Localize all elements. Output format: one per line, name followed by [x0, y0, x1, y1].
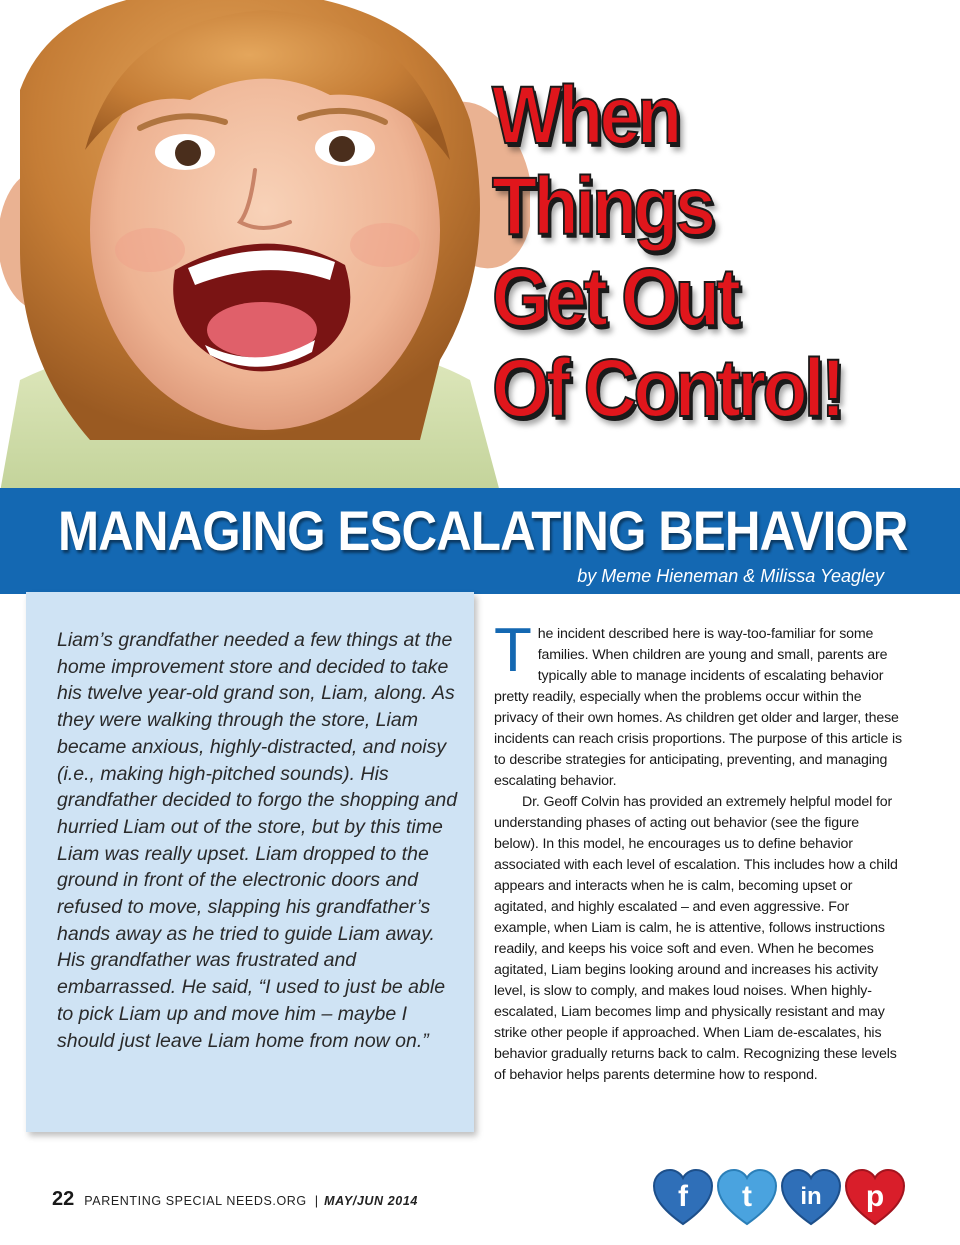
footer-separator: | [314, 1193, 319, 1208]
drop-cap: T [494, 616, 532, 685]
headline-line-1: When [492, 70, 679, 161]
publication-name: PARENTING SPECIAL NEEDS.ORG [84, 1194, 307, 1208]
paragraph-2: Dr. Geoff Colvin has provided an extremely helpful model for understanding phases of acting out behavior (see the figure below). In this model, he encourages us to define behavior associated with each level of escalation. This includes how a child appears and interacts when he is calm, becoming upset or agitated, and highly escalated – and even aggressive. For example, when Liam is calm, he is attentive, follows instructions readily, and keeps his voice soft and even. When he becomes agitated, Liam begins looking around and increases his activity level, is slow to comply, and makes loud noises. When highly-escalated, Liam becomes limp and physically resistant and may strike other people if approached. When Liam de-escalates, his behavior gradually returns back to calm. Recognizing these levels of behavior helps parents determine how to respond. [494, 794, 898, 1083]
twitter-icon[interactable] [716, 1168, 778, 1226]
issue-date: MAY/JUN 2014 [324, 1194, 418, 1208]
linkedin-icon[interactable] [780, 1168, 842, 1226]
article-title: MANAGING ESCALATING BEHAVIOR [58, 499, 908, 562]
byline: by Meme Hieneman & Milissa Yeagley [577, 566, 884, 586]
facebook-glyph: f [678, 1180, 688, 1213]
page-number: 22 [52, 1188, 75, 1210]
paragraph-1 [494, 616, 904, 792]
pinterest-icon[interactable] [844, 1168, 906, 1226]
headline-line-4: Of Control! [492, 343, 842, 434]
pinterest-glyph: p [865, 1180, 885, 1213]
article-body [494, 616, 904, 1086]
headline-line-3: Get Out [492, 252, 738, 343]
facebook-icon[interactable] [652, 1168, 714, 1226]
headline [492, 70, 913, 434]
paragraph-1-text: he incident described here is way-too-familiar for some families. When children are young and small, parents are typically able to manage incidents of escalating behavior pretty readily, especially when the problems occur within the privacy of their own homes. As children get older and larger, these incidents can reach crisis proportions. The purpose of this article is to describe strategies for anticipating, preventing, and managing escalating behavior. [494, 626, 902, 789]
headline-line-2: Things [492, 161, 713, 252]
sidebar-story: Liam’s grandfather needed a few things at the home improvement store and decided to take his twelve year-old grand son, Liam, along. As they were walking through the store, Liam became anxious, highly-distracted, and noisy (i.e., making high-pitched sounds). His grandfather decided to forgo the shopping and hurried Liam out of the store, but by this time Liam was really upset. Liam dropped to the ground in front of the electronic doors and refused to move, slapping his grandfather’s hands away as he tried to guide Liam away. His grandfather was frustrated and embarrassed. He said, “I used to just be able to pick Liam up and move him – maybe I should just leave Liam home from now on.” [57, 629, 458, 1052]
page-footer [52, 1188, 418, 1212]
linkedin-glyph: in [800, 1183, 822, 1210]
twitter-glyph: t [742, 1180, 752, 1213]
